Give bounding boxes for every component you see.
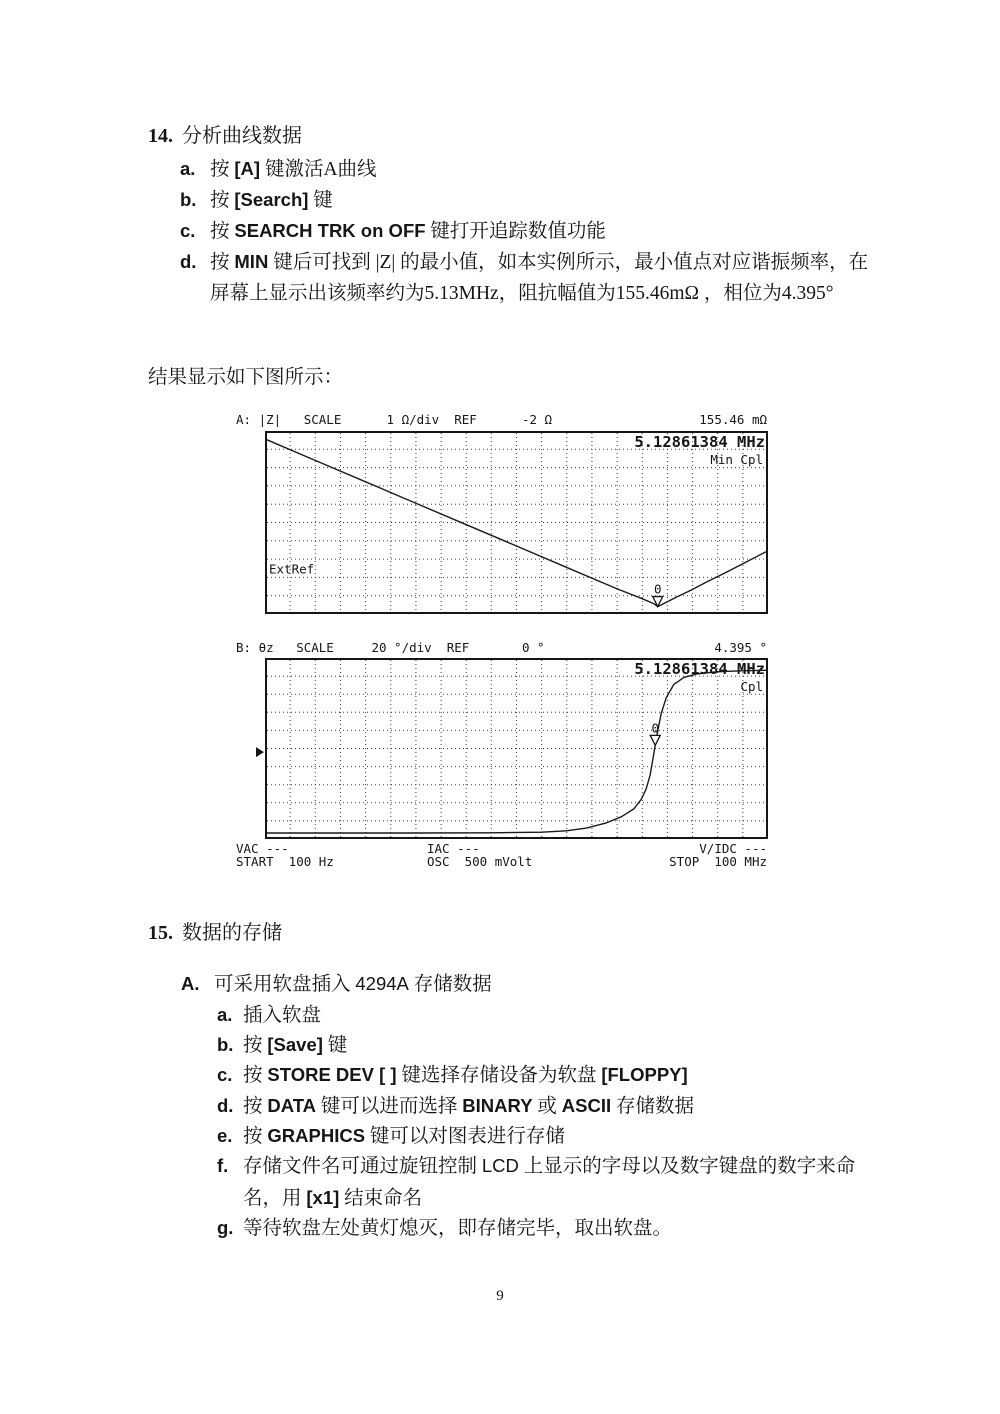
- svg-text:ExtRef: ExtRef: [269, 561, 315, 577]
- list-item-15d: [217, 1090, 891, 1122]
- result-note: 结果显示如下图所示：: [148, 367, 344, 388]
- item-text: 键后可找到 |Z| 的最小值，如本实例所示，最小值点对应谐振频率，在屏幕上显示出该频率约为5.13MHz，阻抗幅值为155.46mΩ ，相位为4.395°: [210, 252, 869, 304]
- impedance-phase-chart: [265, 658, 768, 839]
- key-name: MIN: [234, 251, 269, 272]
- item-text: 或: [532, 1096, 562, 1117]
- item-text: 插入软盘: [243, 1005, 322, 1026]
- list-item-14a: [180, 153, 878, 185]
- item-text: 存储数据: [611, 1096, 695, 1117]
- item-text: 上显示的字母以及数字键盘的数字来命名，用: [243, 1156, 856, 1209]
- key-name: BINARY: [462, 1095, 533, 1116]
- item-label: f.: [217, 1155, 229, 1176]
- item-text: 存储数据: [408, 974, 492, 995]
- item-label: d.: [180, 251, 197, 272]
- item-label: d.: [217, 1095, 234, 1116]
- chart-b-header-left: B: θz SCALE 20 °/div REF 0 °: [236, 640, 545, 655]
- item-text: 按: [210, 159, 235, 180]
- list-item-15b: [217, 1029, 891, 1061]
- key-name: [Save]: [267, 1034, 323, 1055]
- item-label: a.: [180, 158, 196, 179]
- list-item-14c: [180, 215, 878, 247]
- item-text: 按: [243, 1096, 268, 1117]
- item-text: 键: [322, 1035, 348, 1056]
- svg-text:0: 0: [653, 581, 662, 597]
- item-text: 按: [210, 252, 235, 273]
- chart-a-header: [236, 412, 767, 427]
- model-number: 4294A: [355, 973, 409, 994]
- screen-status-line-1: [236, 841, 767, 854]
- item-text: 按: [243, 1065, 268, 1086]
- screen-status-line-2: [236, 854, 767, 867]
- section-15-title: 数据的存储: [182, 922, 282, 944]
- item-label: a.: [217, 1004, 233, 1025]
- item-text: 按: [243, 1126, 268, 1147]
- list-item-14d: [180, 246, 878, 309]
- item-text: 按: [243, 1035, 268, 1056]
- item-text: 等待软盘左处黄灯熄灭，即存储完毕，取出软盘。: [243, 1218, 673, 1239]
- list-item-14b: [180, 184, 878, 216]
- sweep-stop: STOP 100 MHz: [669, 854, 767, 869]
- key-name: [FLOPPY]: [601, 1064, 688, 1085]
- list-item-15c: [217, 1059, 891, 1091]
- item-text: 键可以进而选择: [316, 1096, 463, 1117]
- item-text: 按: [210, 221, 235, 242]
- chart-b-marker-value: 4.395 °: [714, 640, 767, 655]
- section-14-number: 14.: [148, 125, 173, 147]
- item-label: g.: [217, 1217, 234, 1238]
- section-15-heading: [148, 918, 282, 949]
- sweep-start: START 100 Hz: [236, 854, 334, 869]
- item-text: 按: [210, 190, 235, 211]
- item-text: 可采用软盘插入: [214, 974, 356, 995]
- item-label: b.: [180, 189, 197, 210]
- section-14-heading: [148, 121, 302, 152]
- item-label: c.: [180, 220, 196, 241]
- chart-b-header: [236, 640, 767, 655]
- item-text: 键可以对图表进行存储: [365, 1126, 565, 1147]
- item-text: 键选择存储设备为软盘: [396, 1065, 602, 1086]
- section-14-title: 分析曲线数据: [182, 125, 302, 147]
- vac-status: VAC ---: [236, 841, 289, 856]
- key-name: DATA: [267, 1095, 317, 1116]
- key-name: [A]: [234, 158, 261, 179]
- item-text: 键激活A曲线: [260, 159, 377, 180]
- list-item-15g: [217, 1212, 891, 1244]
- key-name: GRAPHICS: [267, 1125, 366, 1146]
- item-text: 键打开追踪数值功能: [425, 221, 606, 242]
- osc-level: OSC 500 mVolt: [427, 854, 533, 869]
- list-item-15f: [217, 1150, 891, 1214]
- key-name: ASCII: [561, 1095, 612, 1116]
- section-15-number: 15.: [148, 922, 173, 944]
- key-name: [Search]: [234, 189, 309, 210]
- iac-status: IAC ---: [427, 841, 480, 856]
- svg-text:Cpl: Cpl: [740, 679, 763, 694]
- vidc-status: V/IDC ---: [699, 841, 767, 856]
- key-name: [x1]: [306, 1187, 340, 1208]
- list-item-15A: [181, 968, 914, 1000]
- chart-a-header-left: A: |Z| SCALE 1 Ω/div REF -2 Ω: [236, 412, 553, 427]
- item-text: 键: [308, 190, 333, 211]
- impedance-magnitude-chart: [265, 431, 768, 614]
- item-text: 结束命名: [339, 1188, 423, 1209]
- list-item-15a: [217, 999, 891, 1031]
- item-label: c.: [217, 1064, 233, 1085]
- item-label: b.: [217, 1034, 234, 1055]
- svg-text:Min Cpl: Min Cpl: [710, 452, 763, 467]
- item-label: e.: [217, 1125, 233, 1146]
- lcd-text: LCD: [481, 1155, 519, 1176]
- svg-text:5.12861384 MHz: 5.12861384 MHz: [634, 660, 765, 678]
- key-name: SEARCH TRK on OFF: [234, 220, 426, 241]
- svg-text:5.12861384 MHz: 5.12861384 MHz: [634, 433, 765, 451]
- page-number: 9: [496, 1288, 504, 1304]
- item-label: A.: [181, 973, 200, 994]
- key-name: STORE DEV [ ]: [267, 1064, 397, 1085]
- svg-text:0: 0: [651, 720, 659, 736]
- chart-a-marker-value: 155.46 mΩ: [699, 412, 767, 427]
- list-item-15e: [217, 1120, 891, 1152]
- item-text: 存储文件名可通过旋钮控制: [243, 1156, 482, 1177]
